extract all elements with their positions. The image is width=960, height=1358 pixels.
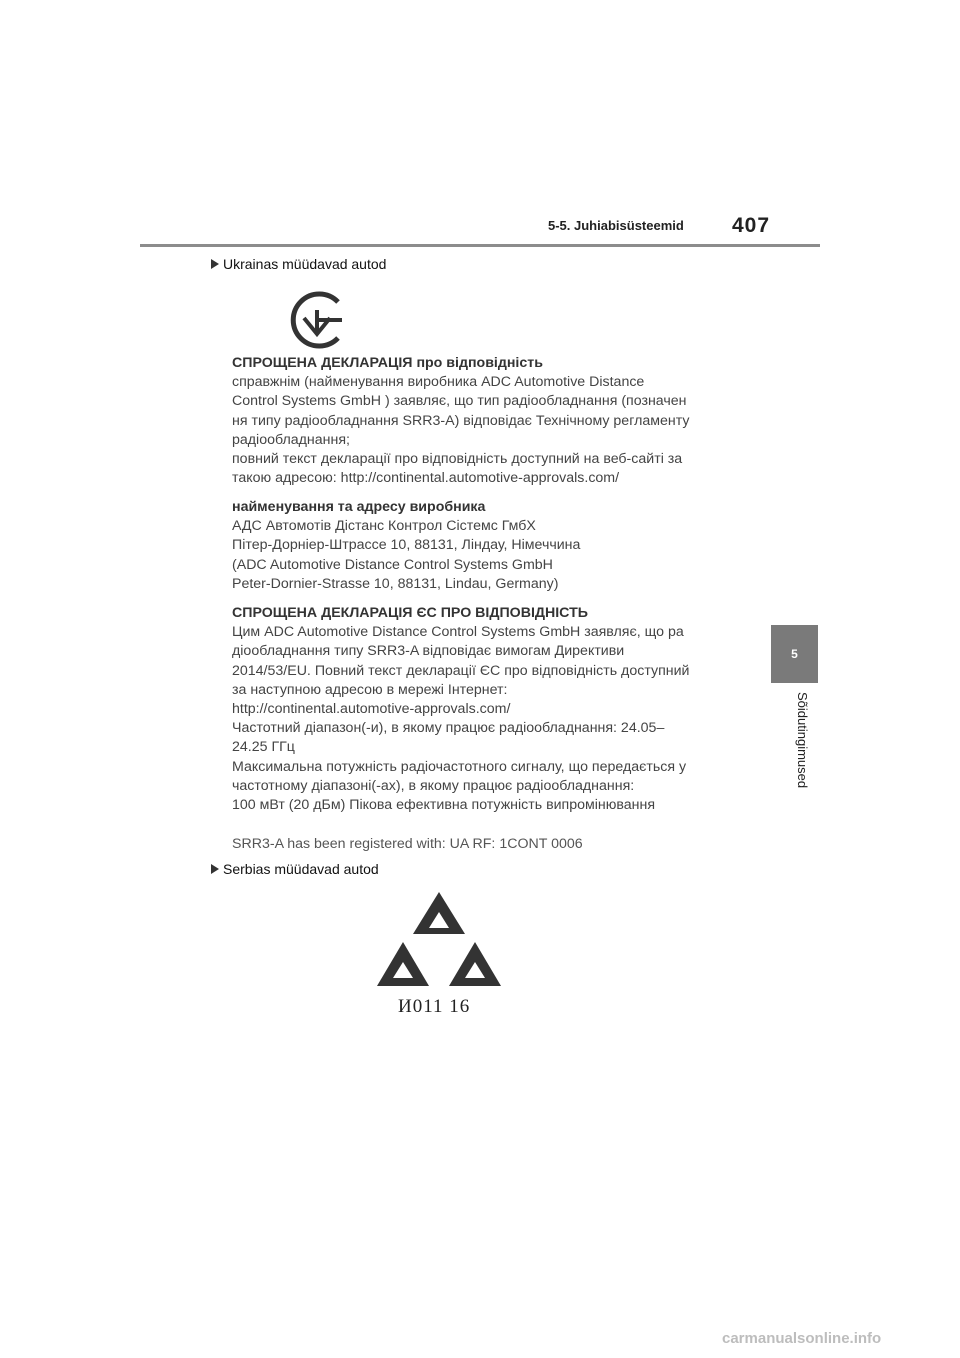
declaration-line: Цим ADC Automotive Distance Control Systems GmbH заявляє, що ра [232, 624, 684, 641]
serbia-title-text: Serbias müüdavad autod [223, 861, 379, 877]
declaration-line: Максимальна потужність радіочастотного сигналу, що передається у [232, 758, 687, 775]
ukraine-section-title [211, 256, 386, 272]
declaration-line: справжнім (найменування виробника ADC Automotive Distance [232, 374, 645, 391]
declaration-line: АДС Автомотів Дістанс Контрол Сістемс ГмбХ [232, 518, 536, 535]
header-divider [140, 244, 820, 247]
declaration-line: http://continental.automotive-approvals.com/ [232, 701, 511, 718]
declaration-line: Peter-Dornier-Strasse 10, 88131, Lindau, Germany) [232, 575, 559, 592]
declaration-line: частотному діапазоні(-ах), в якому працює радіообладнання: [232, 777, 635, 794]
serbia-section-title [211, 861, 379, 877]
declaration-line: за наступною адресою в мережі Інтернет: [232, 681, 508, 698]
declaration-heading-2: найменування та адресу виробника [232, 499, 486, 515]
watermark: carmanualsonline.info [722, 1330, 882, 1347]
declaration-line: Частотний діапазон(-и), в якому працює радіообладнання: 24.05– [232, 720, 665, 737]
declaration-line: (ADC Automotive Distance Control Systems GmbH [232, 556, 553, 573]
chapter-tab [771, 625, 818, 683]
eu-declaration [232, 604, 752, 815]
ukraine-conformity-mark-icon [286, 290, 348, 350]
declaration-line: такою адресою: http://continental.automotive-approvals.com/ [232, 470, 620, 487]
declaration-line: радіообладнання; [232, 431, 350, 448]
triangle-right-icon [211, 864, 219, 874]
serbia-conformity-triangles-icon [375, 890, 503, 990]
declaration-line: 2014/53/EU. Повний текст декларації ЄС про відповідність доступний [232, 662, 690, 679]
declaration-line: Control Systems GmbH ) заявляє, що тип радіообладнання (позначен [232, 393, 687, 410]
ukraine-title-text: Ukrainas müüdavad autod [223, 256, 387, 272]
ukraine-declaration [232, 354, 752, 488]
declaration-heading-3: СПРОЩЕНА ДЕКЛАРАЦІЯ ЄС ПРО ВІДПОВІДНІСТЬ [232, 605, 588, 621]
serbia-mark-code: И011 16 [398, 996, 471, 1017]
registration-note: SRR3-A has been registered with: UA RF: 1CONT 0006 [232, 836, 583, 852]
declaration-line: діообладнання типу SRR3-A відповідає вимогам Директиви [232, 643, 625, 660]
declaration-line: 100 мВт (20 дБм) Пікова ефективна потужність випромінювання [232, 797, 656, 814]
declaration-line: ня типу радіообладнання SRR3-A) відповідає Технічному регламенту [232, 412, 690, 429]
page-number: 407 [732, 214, 771, 237]
chapter-title: Sõidutingimused [795, 692, 810, 789]
declaration-line: Пітер-Дорніер-Штрассе 10, 88131, Ліндау, Німеччина [232, 537, 581, 554]
declaration-line: повний текст декларації про відповідність доступний на веб-сайті за [232, 451, 683, 468]
declaration-line: 24.25 ГГц [232, 739, 295, 756]
chapter-number: 5 [791, 647, 798, 661]
triangle-right-icon [211, 259, 219, 269]
section-header: 5-5. Juhiabisüsteemid [548, 218, 684, 233]
manufacturer-block [232, 498, 752, 594]
declaration-heading-1: СПРОЩЕНА ДЕКЛАРАЦІЯ про відповідність [232, 355, 543, 371]
